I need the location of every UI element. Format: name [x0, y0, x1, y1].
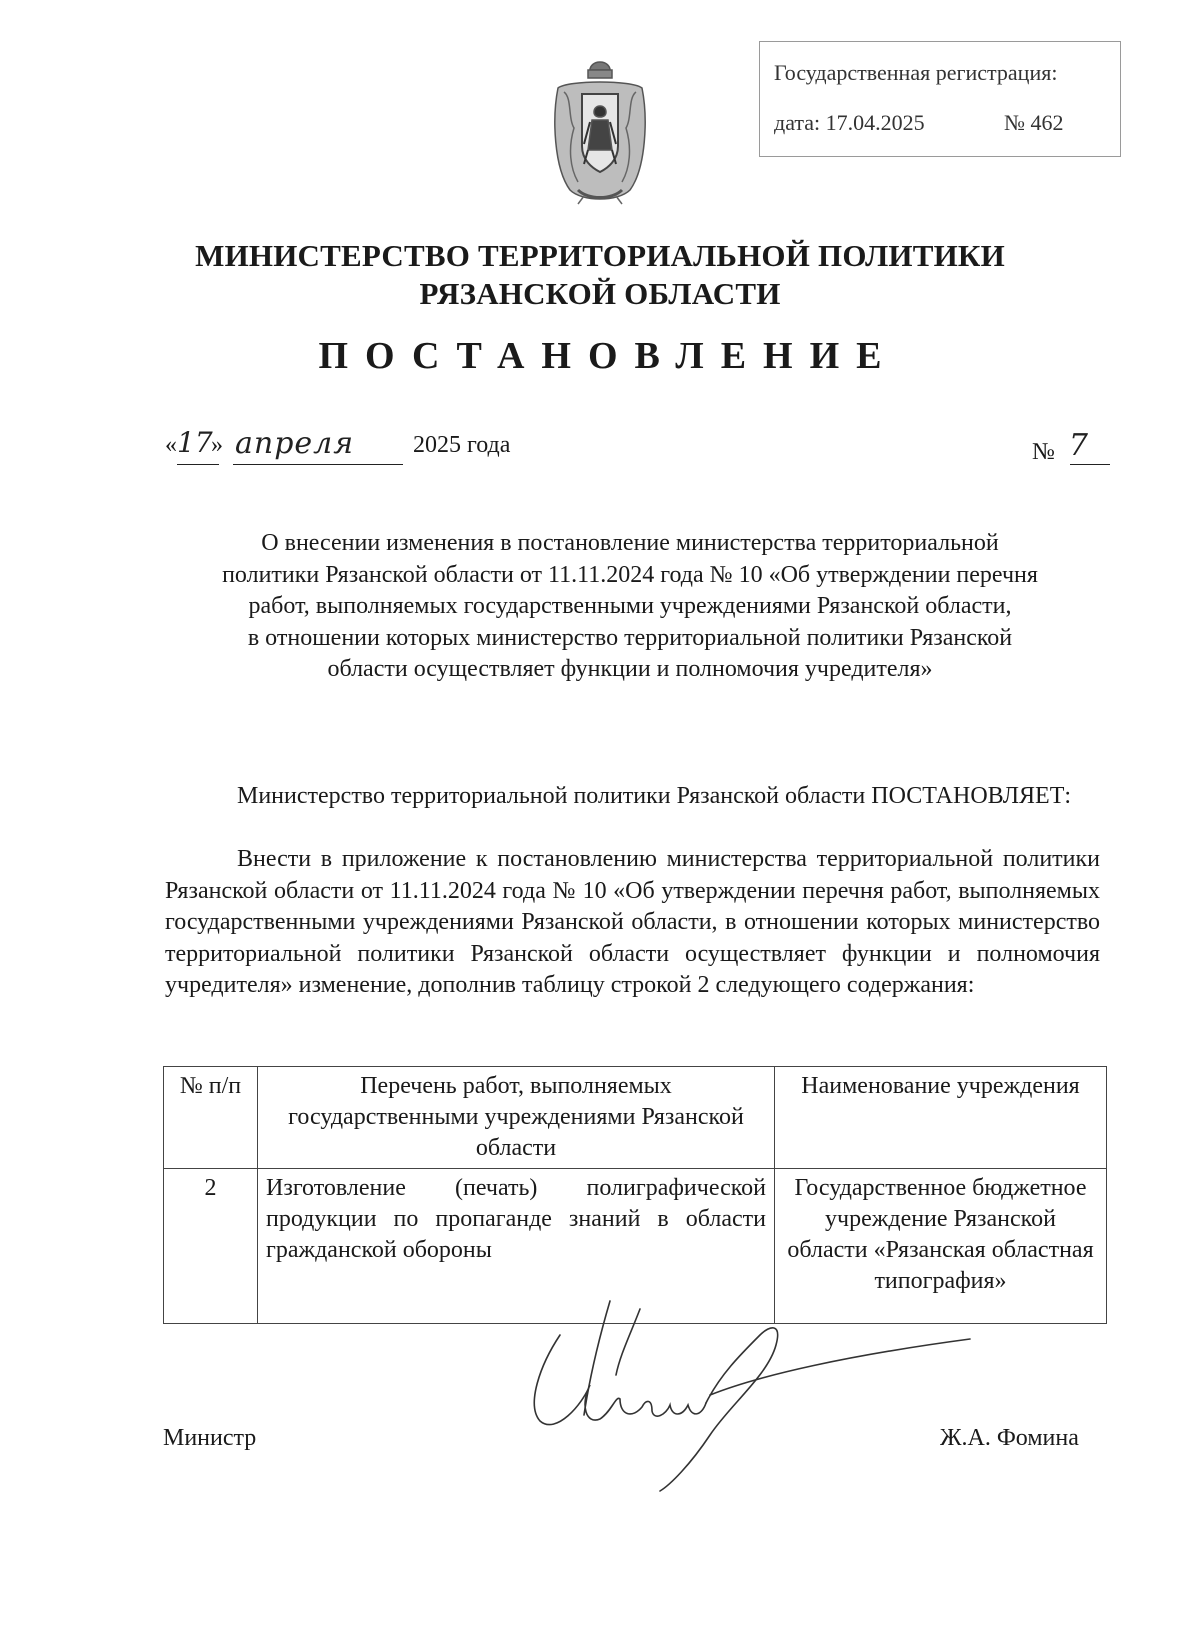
document-title	[160, 528, 1100, 686]
title-line: О внесении изменения в постановление министерства территориальной	[261, 530, 999, 556]
ministry-name-line2: РЯЗАНСКОЙ ОБЛАСТИ	[419, 276, 781, 311]
registration-date: дата: 17.04.2025	[774, 110, 925, 135]
table-cell: 2	[164, 1169, 258, 1324]
title-line: работ, выполняемых государственными учреждениями Рязанской области,	[248, 593, 1012, 619]
date-day-handwritten: 17	[177, 426, 213, 459]
date-open-quote: «	[165, 432, 177, 458]
registration-number: № 462	[1004, 110, 1064, 135]
number-handwritten: 7	[1068, 428, 1088, 463]
number-label: №	[1032, 439, 1055, 465]
resolution-text: Внести в приложение к постановлению министерства территориальной политики Рязанской области от 11.11.2024 года № 10 «Об утверждении перечня работ, выполняемых государственными учреждениями Рязанской области, в отношении которых министерство территориальной политики Рязанской области осуществляет функции и полномочия учредителя» изменение, дополнив таблицу строкой 2 следующего содержания:	[165, 846, 1100, 998]
table-header-cell: № п/п	[164, 1067, 258, 1169]
document-type: ПОСТАНОВЛЕНИЕ	[318, 335, 899, 377]
date-close-quote: »	[211, 432, 223, 458]
title-line: области осуществляет функции и полномочия учредителя»	[327, 656, 933, 682]
document-number	[1032, 428, 1088, 467]
resolution-preamble: Министерство территориальной политики Рязанской области ПОСТАНОВЛЯЕТ:	[237, 783, 1072, 809]
handwritten-signature	[520, 1295, 1040, 1495]
table-cell: Изготовление (печать) полиграфической продукции по пропаганде знаний в области гражданской обороны	[258, 1169, 775, 1324]
title-line: в отношении которых министерство территориальной политики Рязанской	[247, 624, 1013, 651]
table-header-cell: Перечень работ, выполняемых государственными учреждениями Рязанской области	[258, 1067, 775, 1169]
works-table	[163, 1066, 1107, 1324]
registration-box	[759, 41, 1121, 157]
table-cell: Государственное бюджетное учреждение Рязанской области «Рязанская областная типография»	[775, 1169, 1107, 1324]
coat-of-arms-icon	[548, 58, 652, 208]
date-day-underline	[177, 464, 219, 465]
title-line: политики Рязанской области от 11.11.2024 года № 10 «Об утверждении перечня	[222, 561, 1038, 588]
date-year: 2025 года	[413, 432, 511, 458]
table-header-cell: Наименование учреждения	[775, 1067, 1107, 1169]
signatory-name: Ж.А. Фомина	[940, 1425, 1079, 1451]
registration-title: Государственная регистрация:	[774, 60, 1058, 85]
signatory-position: Министр	[163, 1425, 257, 1451]
date-month-handwritten: апреля	[235, 426, 355, 461]
number-underline	[1070, 464, 1110, 465]
ministry-name-line1: МИНИСТЕРСТВО ТЕРРИТОРИАЛЬНОЙ ПОЛИТИКИ	[195, 238, 1005, 273]
table-header-row	[164, 1067, 1107, 1169]
date-month-underline	[233, 464, 403, 465]
